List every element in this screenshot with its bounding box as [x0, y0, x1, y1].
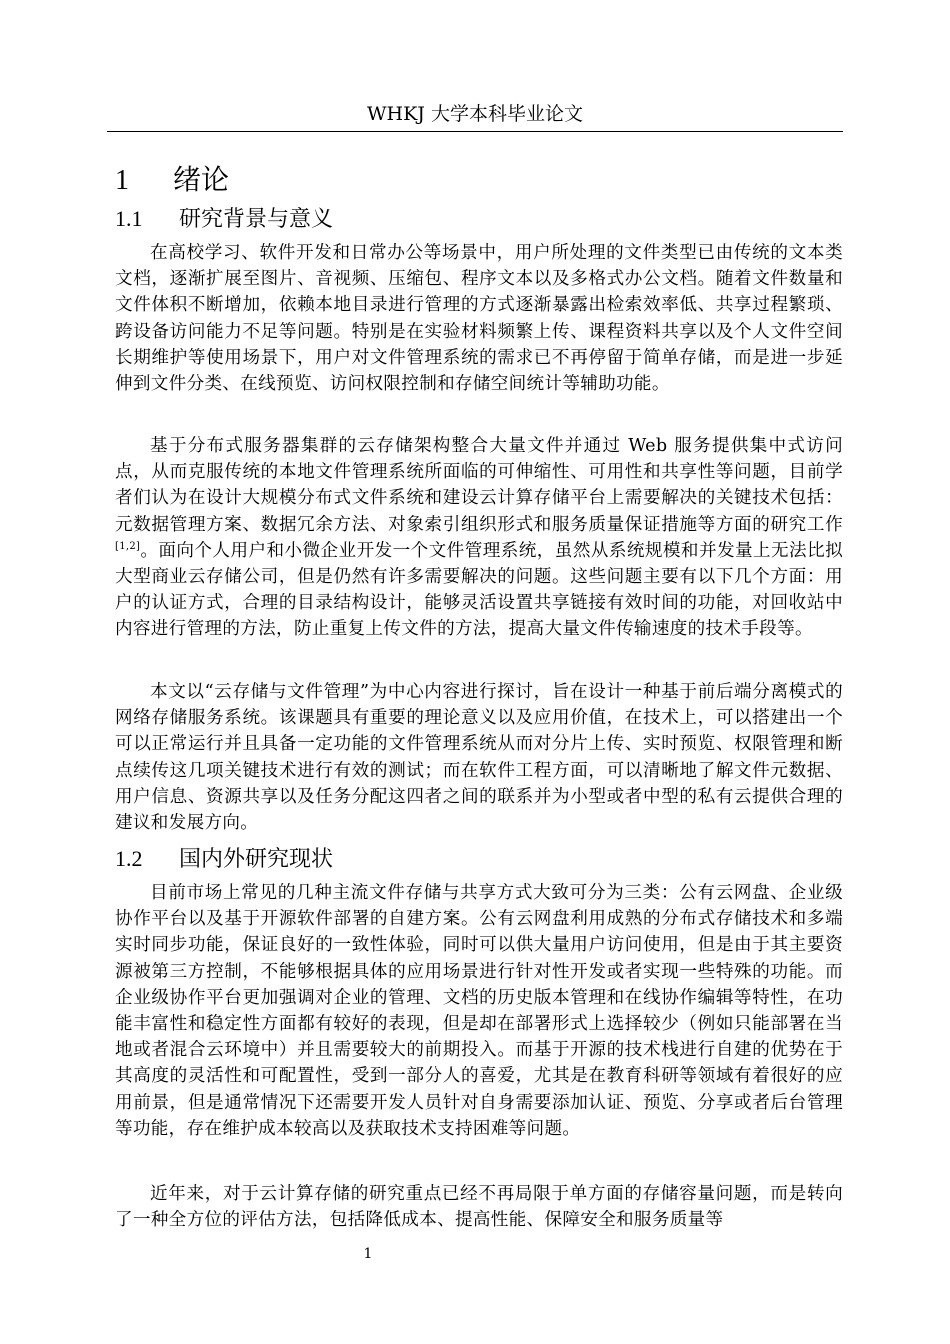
paragraph-background-3: 本文以“云存储与文件管理”为中心内容进行探讨，旨在设计一种基于前后端分离模式的网络存储服务系统。该课题具有重要的理论意义以及应用价值，在技术上，可以搭建出一个可以正常运行并且具备一定功能的文件管理系统从而对分片上传、实时预览、权限管理和断点续传这几项关键技术进行有效的测试；而在软件工程方面，可以清晰地了解文件元数据、用户信息、资源共享以及任务分配这四者之间的联系并为小型或者中型的私有云提供合理的建议和发展方向。 [115, 682, 843, 834]
section-title: 国内外研究现状 [179, 847, 334, 872]
section-heading-1-1 [115, 204, 333, 235]
chapter-heading [115, 160, 229, 201]
section-number: 1.1 [115, 206, 143, 231]
paragraph-text: 。面向个人用户和小微企业开发一个文件管理系统，虽然从系统规模和并发量上无法比拟大型商业云存储公司，但是仍然有许多需要解决的问题。这些问题主要有以下几个方面：用户的认证方式，合理的目录结构设计，能够灵活设置共享链接有效时间的功能，对回收站中内容进行管理的方法，防止重复上传文件的方法，提高大量文件传输速度的技术手段等。 [115, 540, 843, 640]
section-title: 研究背景与意义 [179, 207, 334, 232]
paragraph-status-1: 目前市场上常见的几种主流文件存储与共享方式大致可分为三类：公有云网盘、企业级协作平台以及基于开源软件部署的自建方案。公有云网盘利用成熟的分布式存储技术和多端实时同步功能，保证良好的一致性体验，同时可以供大量用户访问使用，但是由于其主要资源被第三方控制，不能够根据具体的应用场景进行针对性开发或者实现一些特殊的功能。而企业级协作平台更加强调对企业的管理、文档的历史版本管理和在线协作编辑等特性，在功能丰富性和稳定性方面都有较好的表现，但是却在部署形式上选择较少（例如只能部署在当地或者混合云环境中）并且需要较大的前期投入。而基于开源的技术栈进行自建的优势在于其高度的灵活性和可配置性，受到一部分人的喜爱，尤其是在教育科研等领域有着很好的应用前景，但是通常情况下还需要开发人员针对自身需要添加认证、预览、分享或者后台管理等功能，存在维护成本较高以及获取技术支持困难等问题。 [115, 883, 843, 1139]
running-header: WHKJ 大学本科毕业论文 [367, 103, 583, 125]
header-rule [107, 131, 843, 132]
section-heading-1-2 [115, 844, 333, 875]
paragraph-background-1: 在高校学习、软件开发和日常办公等场景中，用户所处理的文件类型已由传统的文本类文档，逐渐扩展至图片、音视频、压缩包、程序文本以及多格式办公文档。随着文件数量和文件体积不断增加，依赖本地目录进行管理的方式逐渐暴露出检索效率低、共享过程繁琐、跨设备访问能力不足等问题。特别是在实验材料频繁上传、课程资料共享以及个人文件空间长期维护等使用场景下，用户对文件管理系统的需求已不再停留于简单存储，而是进一步延伸到文件分类、在线预览、访问权限控制和存储空间统计等辅助功能。 [115, 243, 843, 395]
paragraph-text: 基于分布式服务器集群的云存储架构整合大量文件并通过 Web 服务提供集中式访问点，从而克服传统的本地文件管理系统所面临的可伸缩性、可用性和共享性等问题，目前学者们认为在设计大规模分布式文件系统和建设云计算存储平台上需要解决的关键技术包括：元数据管理方案、数据冗余方法、对象索引组织形式和服务质量保证措施等方面的研究工作 [115, 436, 843, 535]
chapter-title: 绪论 [173, 163, 230, 196]
chapter-number: 1 [115, 165, 129, 196]
paragraph-status-2: 近年来，对于云计算存储的研究重点已经不再局限于单方面的存储容量问题，而是转向了一种全方位的评估方法，包括降低成本、提高性能、保障安全和服务质量等 [115, 1184, 843, 1231]
section-number: 1.2 [115, 846, 143, 871]
paragraph-background-2 [115, 433, 843, 643]
page-number: 1 [363, 1246, 373, 1262]
citation: [1,2] [115, 540, 141, 552]
